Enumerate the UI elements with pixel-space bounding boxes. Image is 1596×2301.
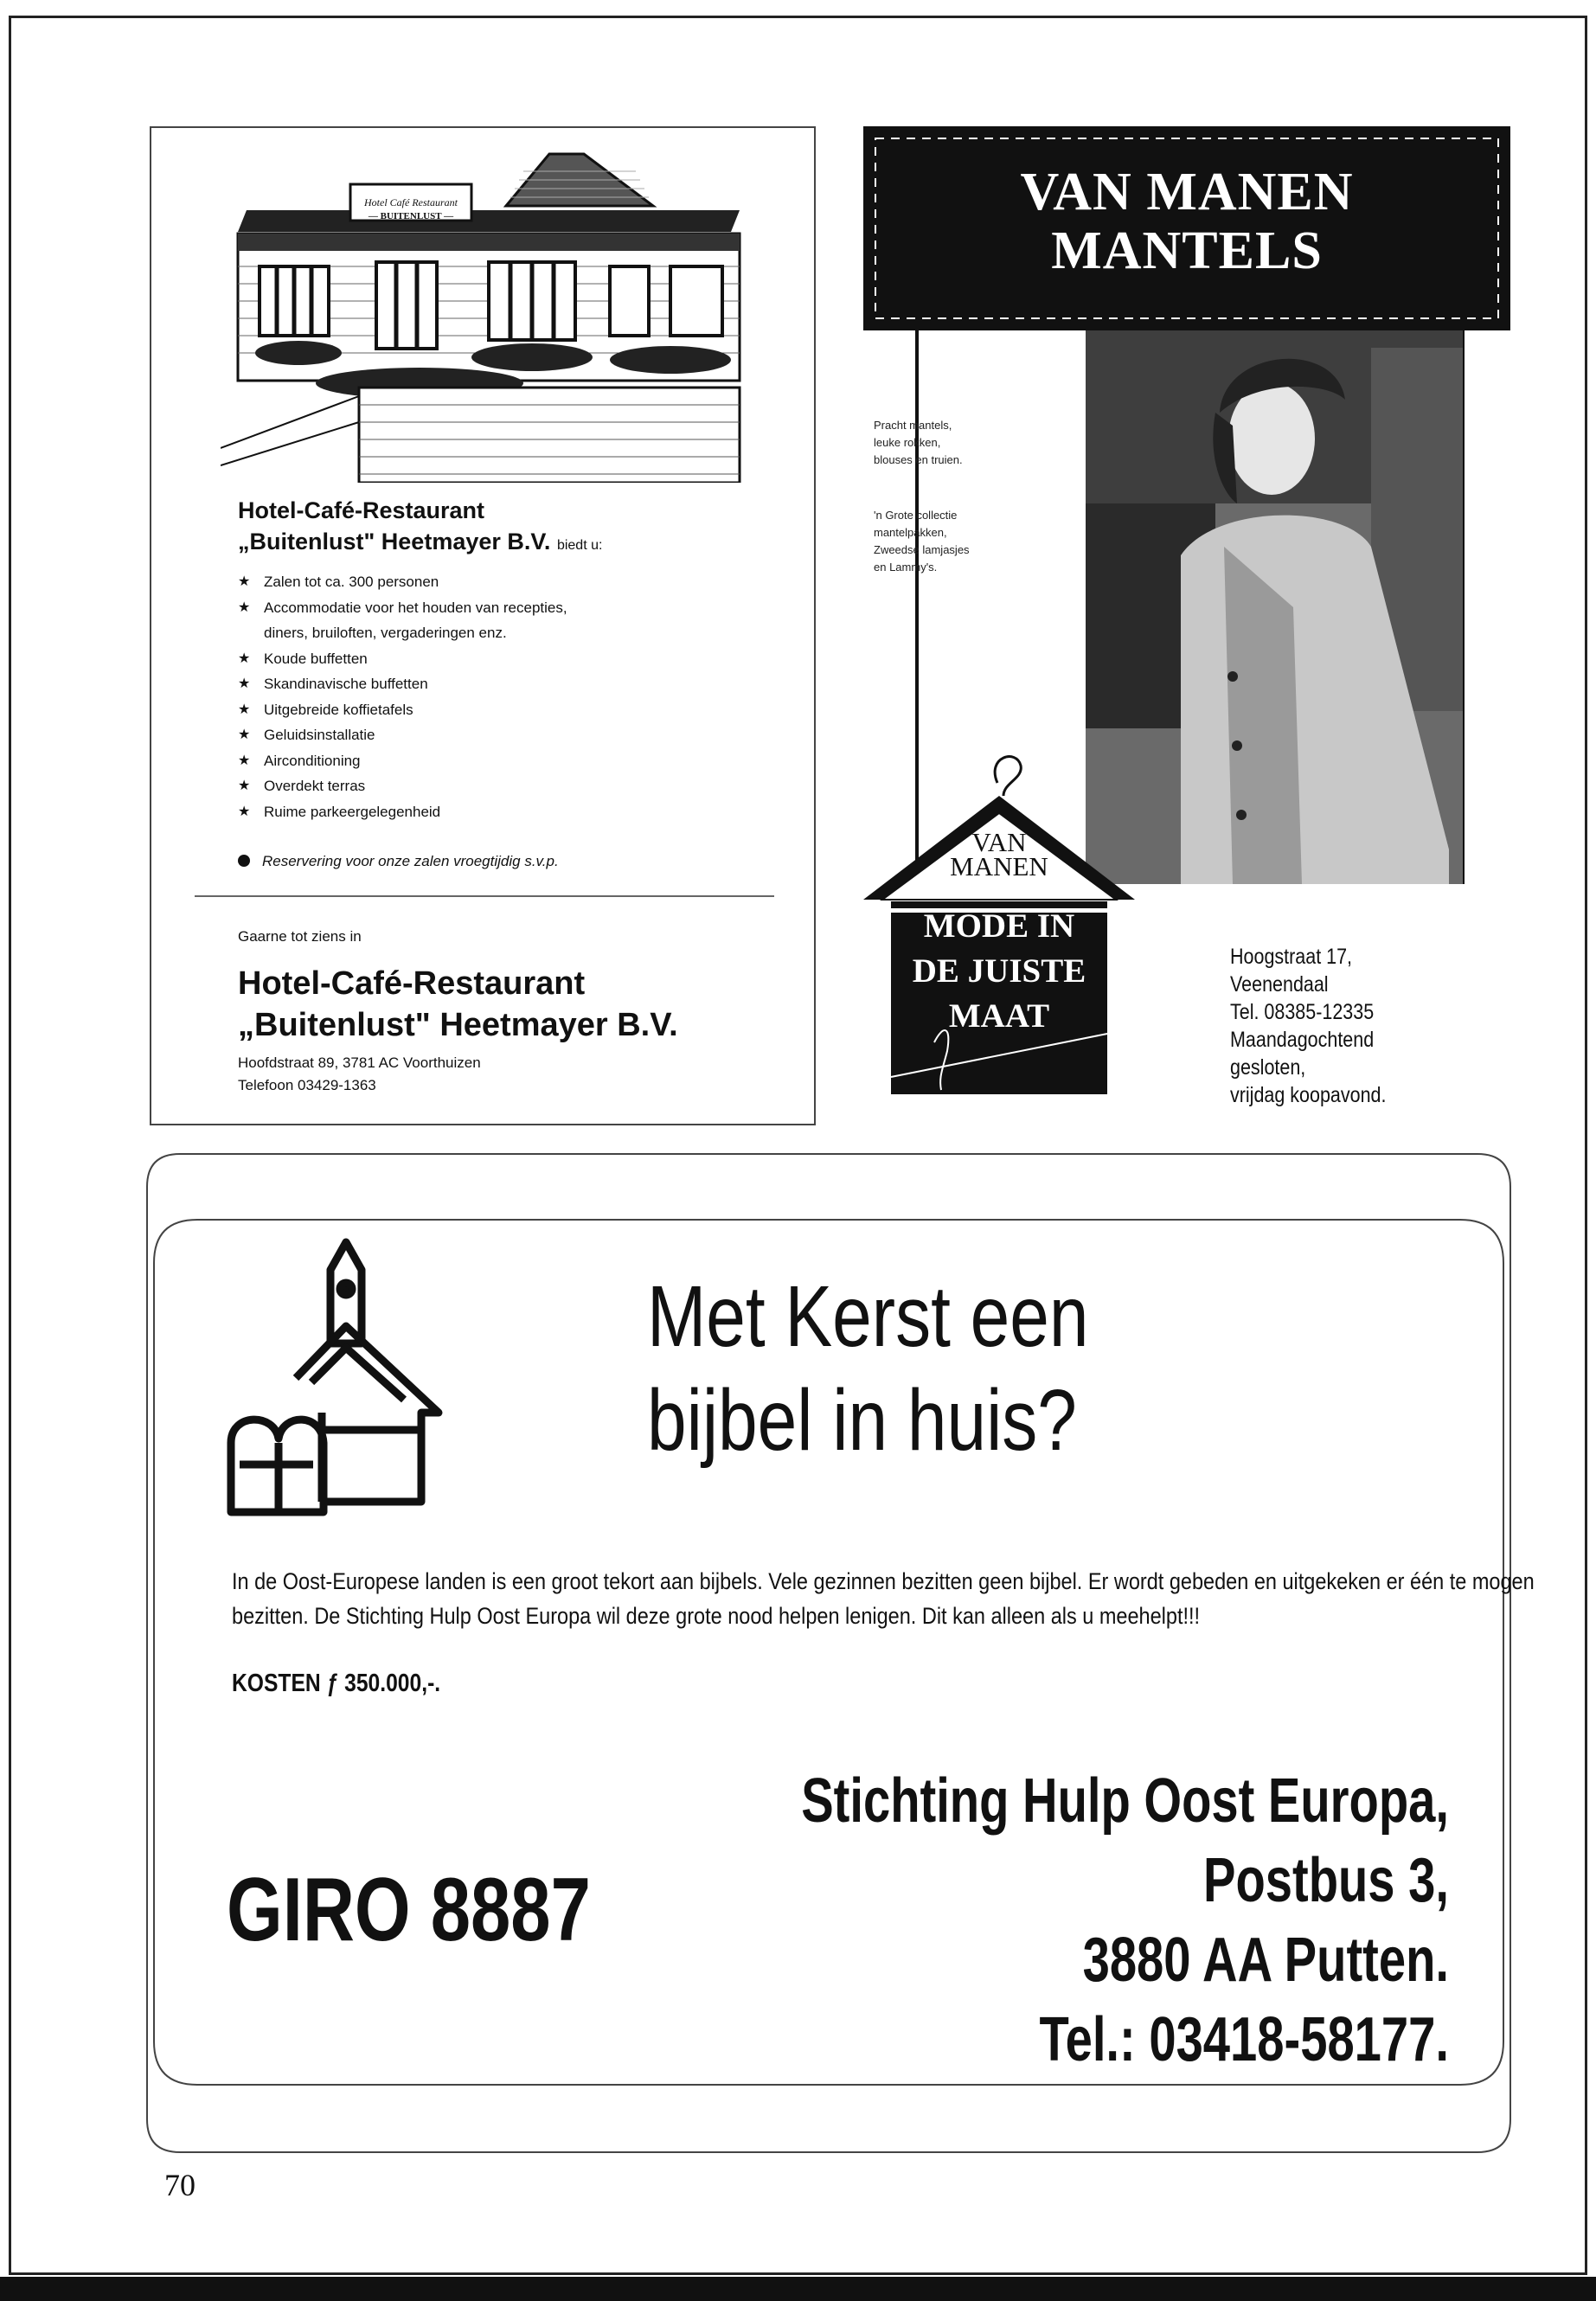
bottom-edge-bar	[0, 2277, 1596, 2301]
list-item: ★ Skandinavische buffetten	[238, 676, 428, 692]
church-and-bread-icon	[227, 1235, 445, 1521]
list-item: ★ Koude buffetten	[238, 650, 368, 667]
hotel-name: Hotel-Café-Restaurant „Buitenlust" Heetmayer B.V.	[238, 965, 678, 1043]
bible-headline: Met Kerst een bijbel in huis?	[647, 1268, 1089, 1469]
bible-body-text: In de Oost-Europese landen is een groot tekort aan bijbels. Vele gezinnen bezitten geen bijbel. Er wordt gebeden en uitgekeken er één te mogen bezitten. De Stichting Hulp Oost Europa wil deze grote nood helpen lenigen. Dit kan alleen als u meehelpt!!!	[232, 1568, 1535, 1629]
hotel-building-illustration	[221, 137, 748, 483]
list-item: ★ Ruime parkeergelegenheid	[238, 803, 441, 820]
list-item: ★ Airconditioning	[238, 752, 361, 769]
hotel-heading	[238, 495, 602, 561]
list-item: ★ Geluidsinstallatie	[238, 727, 375, 743]
list-item: ★ Accommodatie voor het houden van recepties,	[238, 599, 567, 616]
divider	[195, 895, 774, 897]
hanger-brand: VAN MANEN	[950, 827, 1048, 881]
van-manen-text-2: 'n Grote collectie mantelpakken, Zweedse lamjasjes en Lammy's.	[874, 509, 970, 574]
van-manen-title: VAN MANEN MANTELS	[1020, 163, 1354, 280]
reservation-note: Reservering voor onze zalen vroegtijdig s.v.p.	[238, 853, 559, 870]
hotel-advertisement	[150, 126, 816, 1125]
list-item: ★ Uitgebreide koffietafels	[238, 701, 413, 718]
list-item-continuation: diners, bruiloften, vergaderingen enz.	[264, 625, 507, 641]
hotel-sign-text: Hotel Café Restaurant — BUITENLUST —	[364, 196, 458, 221]
woman-in-coat-photo	[1086, 330, 1465, 884]
organisation-address: Stichting Hulp Oost Europa, Postbus 3, 3880 AA Putten. Tel.: 03418-58177.	[801, 1766, 1449, 2074]
van-manen-text-1: Pracht mantels, leuke rokken, blouses en truien.	[874, 419, 963, 466]
slogan: MODE IN DE JUISTE MAAT	[912, 907, 1086, 1035]
hotel-heading-line1: Hotel-Café-Restaurant	[238, 497, 485, 523]
hotel-heading-line2: „Buitenlust" Heetmayer B.V. biedt u:	[238, 529, 603, 554]
list-item: ★ Zalen tot ca. 300 personen	[238, 574, 439, 590]
van-manen-contact: Hoogstraat 17, Veenendaal Tel. 08385-12335 Maandagochtend gesloten, vrijdag koopavond.	[1230, 945, 1387, 1107]
bullet-dot-icon	[238, 855, 250, 867]
cost-text: KOSTEN ƒ 350.000,-.	[232, 1670, 441, 1697]
giro-number: GIRO 8887	[227, 1860, 591, 1960]
greeting-text: Gaarne tot ziens in	[238, 928, 362, 945]
page-number: 70	[164, 2168, 195, 2202]
hotel-services-list	[238, 569, 567, 824]
list-item: ★ Overdekt terras	[238, 778, 366, 794]
hotel-address: Hoofdstraat 89, 3781 AC Voorthuizen Telefoon 03429-1363	[238, 1054, 481, 1093]
